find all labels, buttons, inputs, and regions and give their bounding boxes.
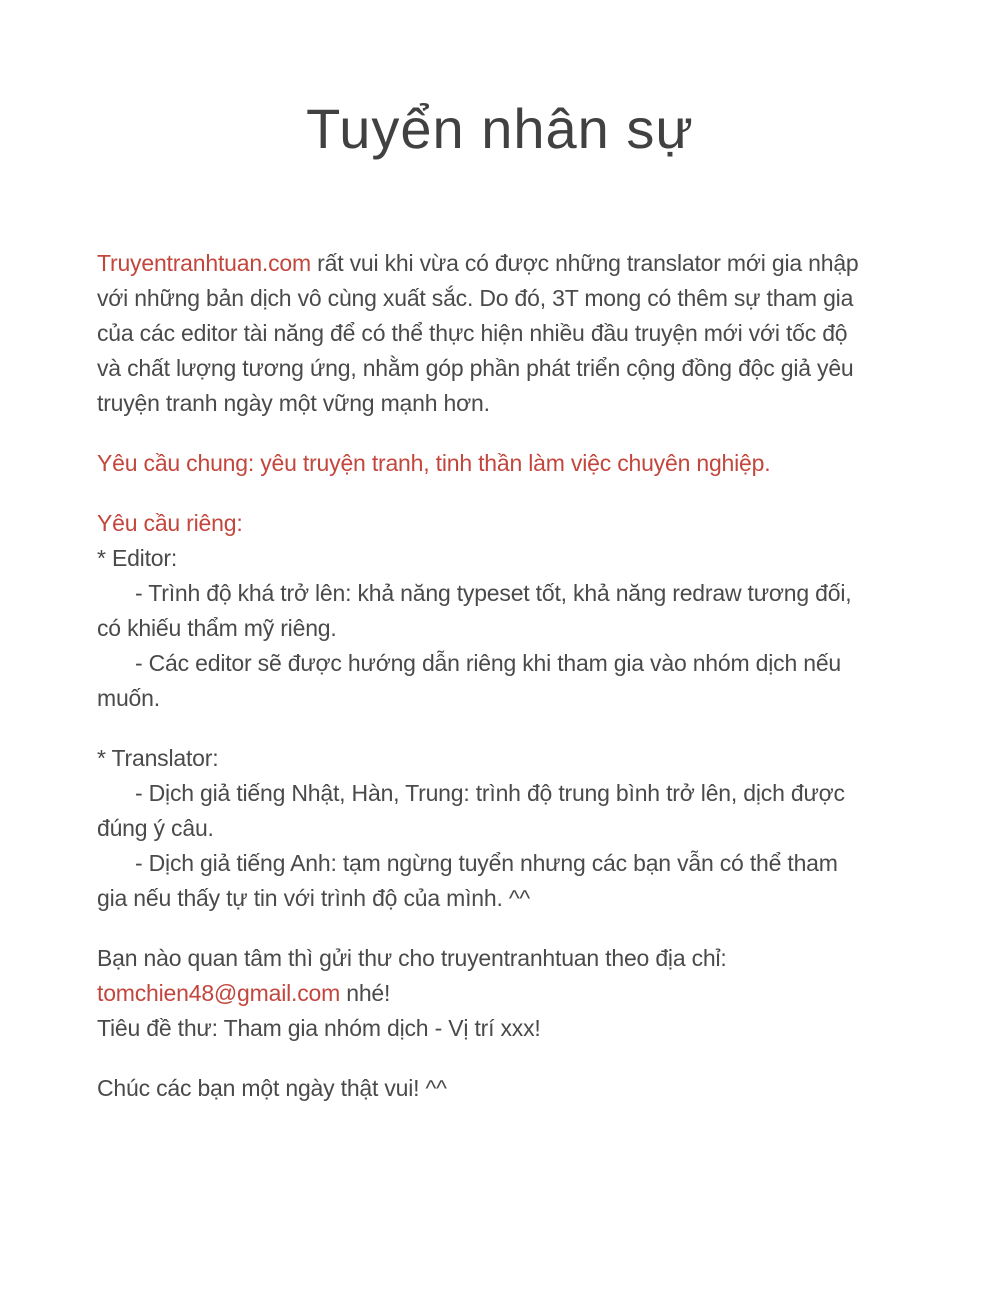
translator-requirement-line: - Dịch giả tiếng Anh: tạm ngừng tuyển nhưng các bạn vẫn có thể tham	[135, 850, 838, 877]
translator-section-label: * Translator:	[97, 745, 219, 772]
closing-line: Chúc các bạn một ngày thật vui! ^^	[97, 1075, 447, 1102]
intro-paragraph	[97, 246, 940, 421]
translator-requirement-line: - Dịch giả tiếng Nhật, Hàn, Trung: trình độ trung bình trở lên, dịch được	[135, 780, 845, 807]
general-requirement-line: Yêu cầu chung: yêu truyện tranh, tinh thần làm việc chuyên nghiệp.	[97, 450, 771, 477]
intro-line: truyện tranh ngày một vững mạnh hơn.	[97, 390, 490, 417]
intro-line: với những bản dịch vô cùng xuất sắc. Do đó, 3T mong có thêm sự tham gia	[97, 285, 854, 312]
page-title: Tuyển nhân sự	[306, 97, 694, 160]
site-link[interactable]: Truyentranhtuan.com	[97, 250, 311, 277]
contact-block	[97, 941, 940, 1046]
intro-line: của các editor tài năng để có thể thực hiện nhiều đầu truyện mới với tốc độ	[97, 320, 848, 347]
email-link[interactable]: tomchien48@gmail.com	[97, 980, 341, 1007]
translator-requirement-line: đúng ý câu.	[97, 815, 214, 842]
intro-line	[97, 246, 940, 281]
translator-requirement-line: gia nếu thấy tự tin với trình độ của mình. ^^	[97, 885, 531, 912]
contact-intro-line: Bạn nào quan tâm thì gửi thư cho truyentranhtuan theo địa chỉ:	[97, 945, 727, 972]
document-body	[97, 246, 940, 1106]
intro-line: và chất lượng tương ứng, nhằm góp phần phát triển cộng đồng độc giả yêu	[97, 355, 854, 382]
editor-requirement-line: có khiếu thẩm mỹ riêng.	[97, 615, 337, 642]
translator-block	[97, 741, 940, 916]
specific-requirement-editor-block	[97, 506, 940, 716]
editor-requirement-line: - Trình độ khá trở lên: khả năng typeset tốt, khả năng redraw tương đối,	[135, 580, 852, 607]
contact-email-line	[97, 976, 940, 1011]
mail-subject-line: Tiêu đề thư: Tham gia nhóm dịch - Vị trí xxx!	[97, 1015, 541, 1042]
intro-line-text: rất vui khi vừa có được những translator mới gia nhập	[310, 250, 859, 277]
general-requirement-paragraph	[97, 446, 940, 481]
specific-requirement-heading: Yêu cầu riêng:	[97, 510, 243, 537]
contact-email-suffix: nhé!	[340, 980, 391, 1007]
editor-requirement-line: - Các editor sẽ được hướng dẫn riêng khi tham gia vào nhóm dịch nếu	[135, 650, 842, 677]
closing-block	[97, 1071, 940, 1106]
editor-section-label: * Editor:	[97, 545, 178, 572]
editor-requirement-line: muốn.	[97, 685, 160, 712]
